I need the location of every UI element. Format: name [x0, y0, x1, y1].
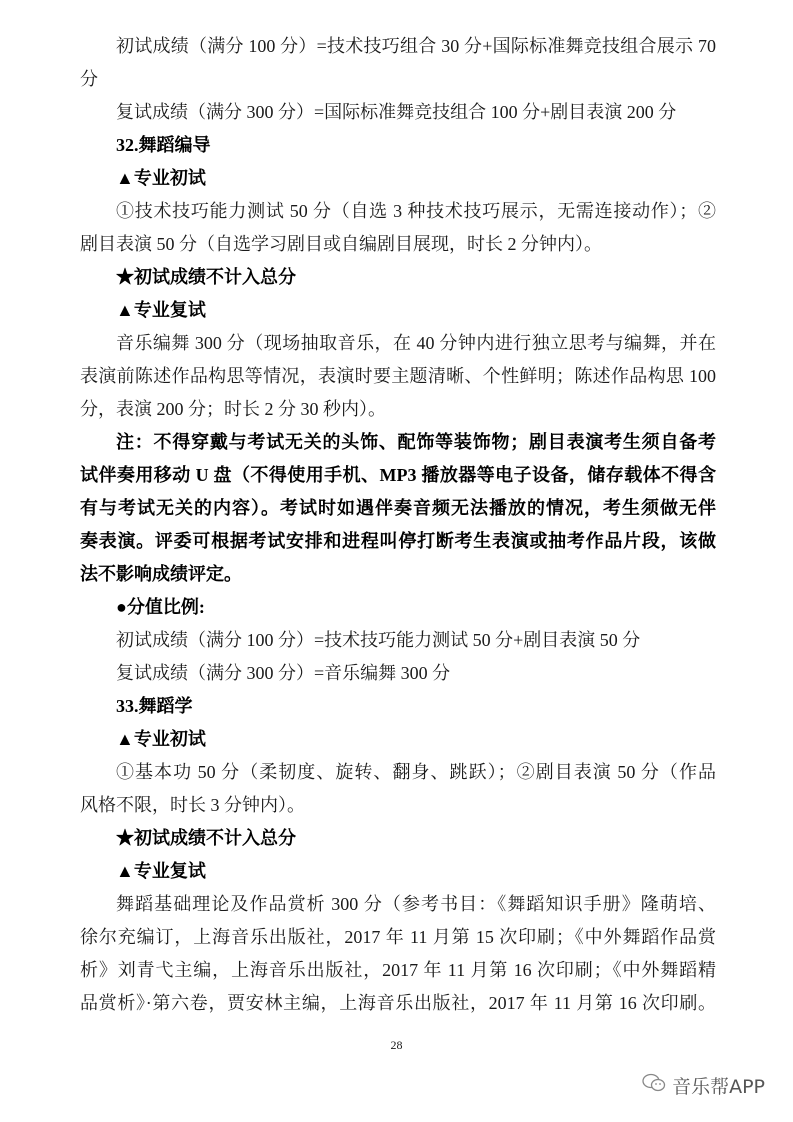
wechat-icon: [642, 1073, 666, 1098]
text-line-bold: 奏表演。评委可根据考试安排和进程叫停打断考生表演或抽考作品片段，该做: [80, 531, 716, 551]
text-line: 风格不限，时长 3 分钟内）。: [80, 795, 305, 815]
watermark-text: 音乐帮APP: [672, 1076, 765, 1098]
text-line: 复试成绩（满分 300 分）=音乐编舞 300 分: [116, 663, 451, 683]
text-line-bold: 33.舞蹈学: [116, 696, 193, 716]
text-line: 初试成绩（满分 100 分）=技术技巧能力测试 50 分+剧目表演 50 分: [116, 630, 641, 650]
text-line: 析》刘青弋主编，上海音乐出版社，2017 年 11 月第 16 次印刷；《中外舞蹈精: [80, 960, 716, 980]
text-line: ①技术技巧能力测试 50 分（自选 3 种技术技巧展示，无需连接动作）；②: [116, 201, 716, 221]
text-line-bold: ★初试成绩不计入总分: [116, 267, 296, 287]
text-line-bold: ●分值比例:: [116, 597, 205, 617]
text-line-bold: 有与考试无关的内容）。考试时如遇伴奏音频无法播放的情况，考生须做无伴: [80, 498, 716, 518]
text-line: 品赏析》·第六卷，贾安林主编，上海音乐出版社，2017 年 11 月第 16 次印刷。: [80, 993, 716, 1013]
text-line: 初试成绩（满分 100 分）=技术技巧组合 30 分+国际标准舞竞技组合展示 70: [116, 36, 716, 56]
text-line: 复试成绩（满分 300 分）=国际标准舞竞技组合 100 分+剧目表演 200 分: [116, 102, 677, 122]
text-line-bold: ▲专业初试: [116, 729, 206, 749]
text-line-bold: ▲专业初试: [116, 168, 206, 188]
text-line-bold: ▲专业复试: [116, 300, 206, 320]
text-line: 音乐编舞 300 分（现场抽取音乐，在 40 分钟内进行独立思考与编舞，并在: [116, 333, 716, 353]
document-body: [80, 30, 716, 1020]
text-line-bold: 注：不得穿戴与考试无关的头饰、配饰等装饰物；剧目表演考生须自备考: [116, 432, 716, 452]
text-line-bold: ★初试成绩不计入总分: [116, 828, 296, 848]
watermark: [642, 1072, 765, 1099]
text-line-bold: 试伴奏用移动 U 盘（不得使用手机、MP3 播放器等电子设备，储存载体不得含: [80, 465, 716, 485]
text-line: 表演前陈述作品构思等情况，表演时要主题清晰、个性鲜明；陈述作品构思 100: [80, 366, 716, 386]
text-line: 分，表演 200 分；时长 2 分 30 秒内）。: [80, 399, 386, 419]
text-line: 舞蹈基础理论及作品赏析 300 分（参考书目：《舞蹈知识手册》隆萌培、: [116, 894, 716, 914]
text-line: 徐尔充编订，上海音乐出版社，2017 年 11 月第 15 次印刷；《中外舞蹈作品赏: [80, 927, 716, 947]
text-line-bold: 法不影响成绩评定。: [80, 564, 242, 584]
text-line-bold: 32.舞蹈编导: [116, 135, 211, 155]
text-line: ①基本功 50 分（柔韧度、旋转、翻身、跳跃）；②剧目表演 50 分（作品: [116, 762, 716, 782]
text-line: 分: [80, 69, 98, 89]
text-line-bold: ▲专业复试: [116, 861, 206, 881]
page-number: 28: [390, 1038, 403, 1052]
text-line: 剧目表演 50 分（自选学习剧目或自编剧目展现，时长 2 分钟内）。: [80, 234, 602, 254]
